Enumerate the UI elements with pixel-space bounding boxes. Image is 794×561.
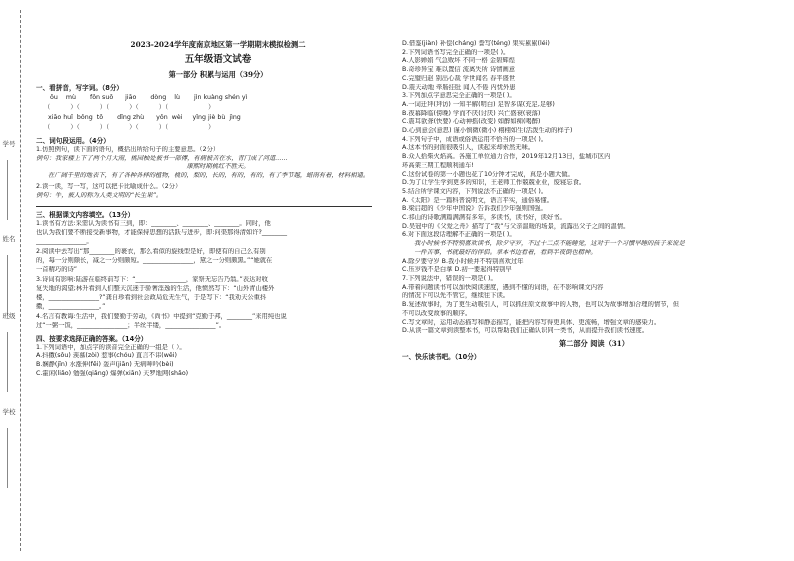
- binding-fill-line: [7, 160, 8, 220]
- question-line: 1.下列词语中，加点字的读音完全正确的一组是（ ）。: [36, 343, 186, 351]
- question-line: B.娴静(jīn) 水涨伸(fēi) 轰声(jiān) 无病呻吟(bèi): [36, 361, 174, 369]
- example-line: 例句：牛，被人的称为人类文明的“长生果”。: [36, 191, 163, 199]
- question-line: 也认为我们要不断接受新事物，才能保持思想的活跃与进步，即:问渠那得清如许?________: [36, 228, 288, 236]
- example-line: 康熙时期桃红不胜天。: [186, 163, 250, 171]
- question-line: 一首精巧的诗”: [36, 265, 78, 273]
- question-line: C.写文章时，运用动态描写和静态描写，能把内容写得更具体、更流畅，增强文章的感染力。: [402, 318, 661, 326]
- binding-fill-line: [7, 428, 8, 488]
- question-line: 楼，________________?”龚自珍看到社会政局危无生气，于是写下：“我劝天公重抖: [36, 293, 267, 301]
- question-line: A.一词迁拜(拜访) 一知半解(明白) 足智多谋(充足,足够): [402, 100, 555, 108]
- question-line: B.复述故事时，为了更生动吸引人，可以抓住原文故事中的人物，也可以为故事增加合理的情节，但: [402, 301, 680, 309]
- question-line: D.为了让学生学到更多的知识，王老师工作兢兢业业，废寝忘食。: [402, 179, 586, 187]
- part-two-heading: 第二部分 阅读（31）: [558, 338, 629, 348]
- question-line: C.完璧归赵 别出心裁 学世闻名 春平盛世: [402, 74, 516, 82]
- reading-passage-line: 一件苦事，书就最好的伴侣。拿本书边看着，看到半夜倒也精神。: [414, 248, 597, 256]
- question-line: A.除夕要守岁 B.我小时候并不特别喜欢过年: [402, 257, 524, 265]
- right-column: [402, 40, 786, 555]
- question-line: 7.下列说法中，错误的一项是( )。: [402, 274, 497, 282]
- question-line: 6.对下面这段话理解不正确的一项是( )。: [402, 231, 516, 239]
- binding-label-class: 班级: [2, 312, 16, 320]
- question-line: A.这本书的封面很吸引人，读起来却索然无味。: [402, 144, 535, 152]
- question-line: A.人影婵娟 气急败坏 不同一格 金碧辉煌: [402, 57, 515, 65]
- left-column: [36, 40, 400, 555]
- question-line: 过“一粥一饭，________________；半丝半缕，________________”。: [36, 321, 226, 329]
- question-line: 不可以改变故事的顺序。: [402, 309, 472, 317]
- binding-label-student-no: 学号: [2, 140, 16, 148]
- binding-fill-line: [7, 332, 8, 392]
- question-line: B.梁启超的《少年中国说》告诉我们少年强则国强。: [402, 205, 547, 213]
- question-line: ________________。: [36, 237, 93, 245]
- question-line: A.抖擞(sǒu) 羡慕(zòi) 惹事(chóu) 直言不讳(wěi): [36, 352, 177, 360]
- question-line: B.众人拾柴火焰高。各施工单位通力合作，2019年12月13日，盐城市区内: [402, 153, 611, 161]
- answer-boxes-row: （ ）（ ）（ ）（ ）（ ）: [44, 104, 215, 111]
- question-line: C.祁山的诗歌满篇满满有多年，多读书，读书好，读好书。: [402, 214, 566, 222]
- question-line: 复失地的渴望;林升看到人们整天沉迷于骄奢淫逸的生活，他愤然写下：“山外青山楼外: [36, 285, 275, 293]
- question-line: B.奇珍异宝 难以置信 流离失所 诗情画意: [402, 66, 516, 74]
- question-line: C.压岁钱不是白拿 D.初一要起得特别早: [402, 266, 512, 274]
- pinyin-row: xiāo huǐ bǒng tō dǐng zhù yǒn wèi yǐng jiè bù jìng: [44, 114, 241, 121]
- right-column-body: [402, 40, 786, 362]
- section-heading: 二、词句段运用。（4分）: [36, 137, 110, 145]
- question-line: 1.仿照例句，读下面的语句，概括出所给句子的主要意思。（2分）: [36, 146, 220, 153]
- question-line: B.夜幕降临(傍晚) 学而不厌(讨厌) 兴亡盛衰(衰落): [402, 109, 541, 117]
- page-title: 五年级语文试卷: [184, 54, 252, 65]
- binding-label-name: 姓名: [2, 235, 16, 243]
- question-line: C.这份试卷的第一小题也花了10分钟才完成，真是小题大做。: [402, 170, 574, 178]
- question-line: D.震天动地 牵肠挂肚 闻人不倦 内忧外患: [402, 83, 516, 91]
- question-line: C.霍闲(liǎo) 勉强(qiǎng) 爆弹(xiān) 天罗地网(shǎo): [36, 369, 189, 377]
- exam-line: 2023-2024学年度南京地区第一学期期末模拟检测二: [130, 40, 306, 49]
- binding-label-school: 学校: [2, 408, 16, 416]
- question-line: 3.诗词有影响:陆游在临终前写下：“________________，家祭无忘告乃翁。”表达对收: [36, 276, 268, 284]
- question-line: 1.读书有方法:采需认为读书有三到，即：________、________、________。同时，他: [36, 220, 271, 228]
- example-line: 例句：我家楼上下了两个月大雨，桃园柚处被书一部傅，有病被苦在水，青门成了河道……: [36, 154, 288, 162]
- question-line: 2.读一读，写一写，这可以把卡比喻成什么。（2分）: [36, 182, 182, 190]
- question-line: C.震耳欲聋(快要) 心动神摇(改变) 如醉如痴(喝醉): [402, 118, 541, 126]
- reading-passage-line: 我小时候书不特别喜欢读书，除夕守岁，不过十二点不能睡觉，这对于一个习惯早睡的孩子来说是: [414, 240, 685, 248]
- section-heading: 一、快乐读书吧。（10分）: [402, 352, 481, 361]
- binding-dashed-line: [20, 10, 21, 551]
- question-line: A.带着问题读书可以加快阅读速度，遇到不懂的词语，在不影响课文内容: [402, 283, 604, 291]
- question-line: 2.下列词语书写完全正确的一项是( )。: [402, 48, 510, 56]
- section-heading: 四、按要求选择正确的答案。（14分）: [36, 334, 148, 343]
- part-one-heading: 第一部分 积累与运用（39分）: [168, 70, 268, 79]
- question-line: 2.阅读中去写出“那________的裹衣，那么看似的旋线型是好，即使有的自己么有别: [36, 248, 266, 256]
- question-line: 环高架三期工程顺利通车!: [402, 161, 474, 169]
- question-line: 4.下列句子中，成语或俗语运用不恰当的一项是( )。: [402, 135, 548, 143]
- example-line: 在广阔千里的地表下，有了各种各样的植物，桃的，梨的，长的，有的，有的，有了季节越，蜡雨有着，材料相通。: [48, 172, 370, 180]
- section-heading: 三、根据课文内容填空。（13分）: [36, 211, 135, 220]
- question-line: D.吴冠中的《父爱之舟》描写了“我”与父亲温暖的场景，流露出父子之间的温情。: [402, 222, 630, 230]
- answer-line: [36, 206, 372, 207]
- binding-margin: [0, 0, 34, 561]
- question-line: 4.名言有教诲:生活中，我们要勤于劳动，《尚书》中提到“克勤于邦，________”来用纯也说: [36, 313, 287, 321]
- question-line: 的情况下可以先不管它，继续往下读。: [402, 292, 510, 300]
- pinyin-row: ōu mù fǒn suō jiāo dòng lù jìn kuàng shén yì: [44, 94, 248, 101]
- binding-fill-line: [7, 255, 8, 315]
- question-line: D.借鉴(jiàn) 补偿(cháng) 誊写(téng) 果实累累(léi): [402, 40, 550, 47]
- question-line: 3.下列加点字意思完全正确的一项是( )。: [402, 92, 516, 100]
- question-line: D.从读一篇文章到读整本书，可以帮助我们正确认识同一类书，从而提升我们读书速度。: [402, 327, 649, 335]
- answer-boxes-row: （ ）（ ）（ ）（ ）（ ）: [44, 124, 215, 131]
- question-line: A.《太阳》是一篇科普说明文，语言平实，通俗易懂。: [402, 196, 554, 204]
- left-column-body: [36, 83, 400, 378]
- question-line: 5.结合所学课文内容，下列说法不正确的一项是( )。: [402, 187, 548, 195]
- question-line: 擞，________________。”: [36, 302, 106, 310]
- question-line: D.心到意会(意思) 谨小慎微(微小) 栩栩如生(活泼生动的样子): [402, 127, 573, 135]
- question-line: 的，每一分则颇长，减之一分则颇短。________________，黛之一分则颇黑。”“她就在: [36, 257, 273, 265]
- section-heading: 一、看拼音，写字词。（8分）: [36, 84, 124, 92]
